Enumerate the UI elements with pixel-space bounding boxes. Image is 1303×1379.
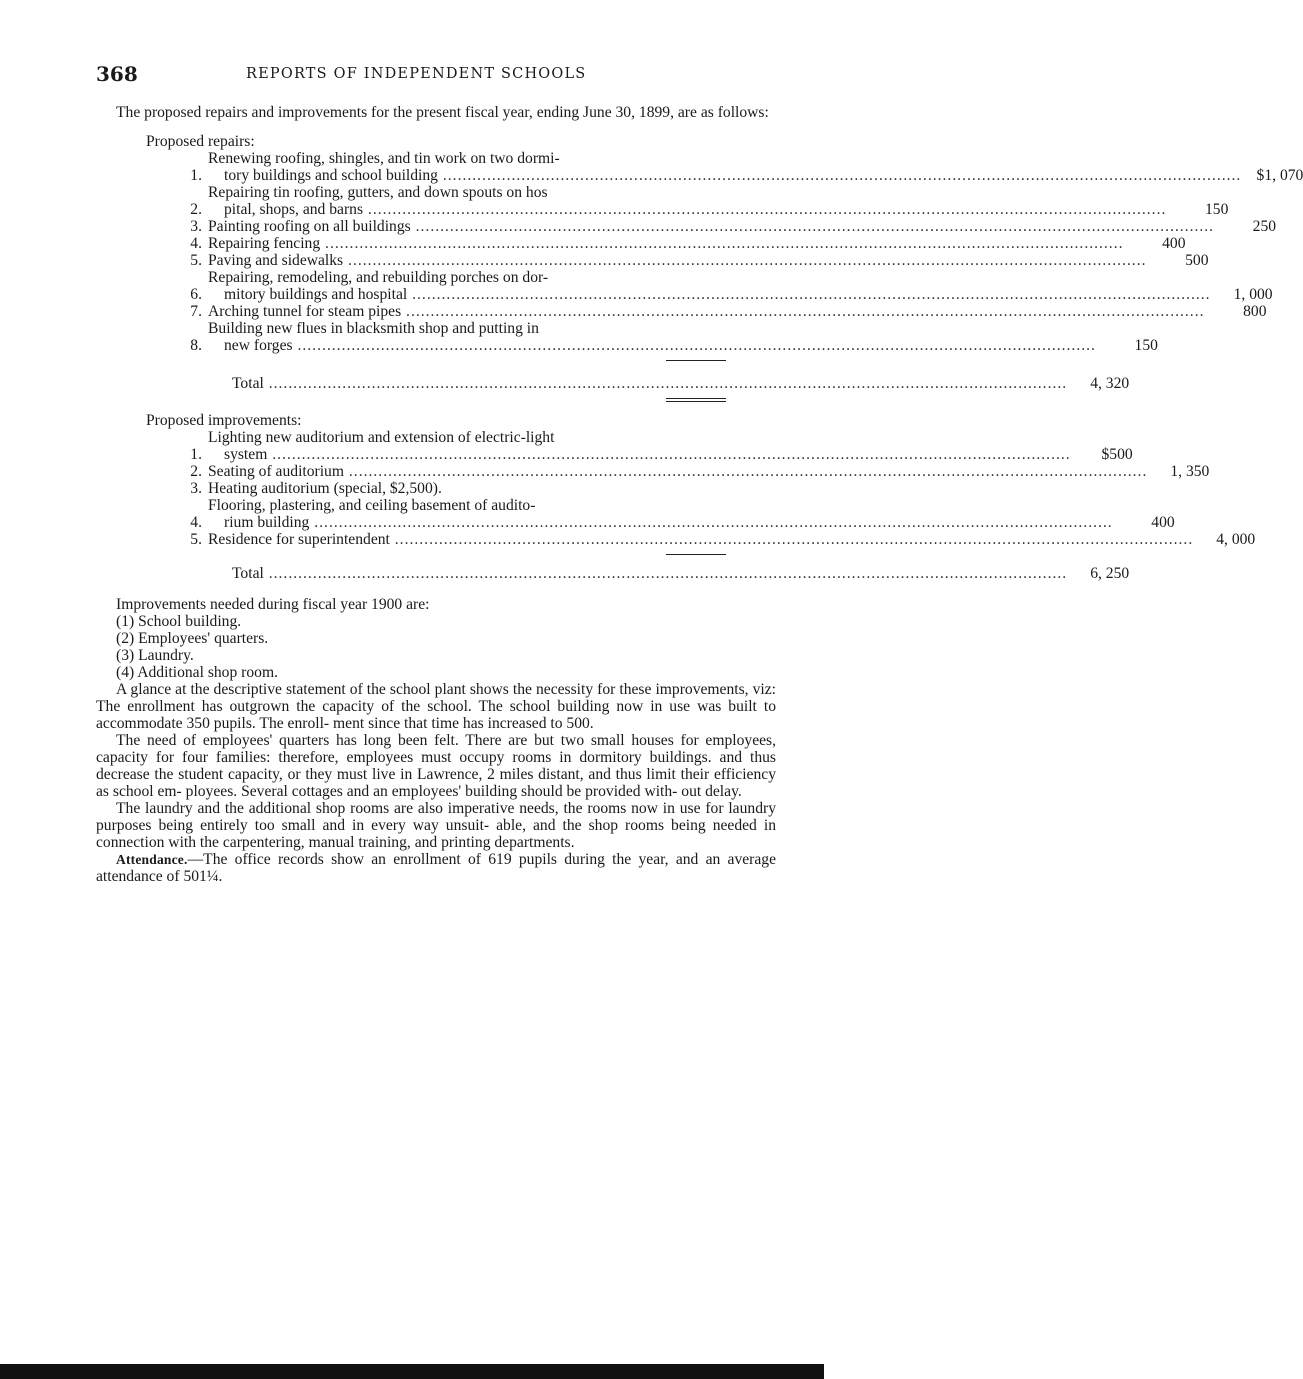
list-item <box>174 150 1303 184</box>
item-amount: 400 <box>1151 514 1175 531</box>
item-line: system ..... <box>224 446 1071 463</box>
list-item: (2) Employees' quarters. <box>116 630 269 647</box>
list-item <box>174 303 1267 320</box>
item-amount: 800 <box>1243 303 1267 320</box>
repairs-list <box>174 150 1303 354</box>
list-item <box>174 184 1229 218</box>
list-item <box>174 235 1186 252</box>
item-line: Flooring, plastering, and ceiling basement of audito- <box>208 497 536 514</box>
item-number: 6. <box>190 286 202 303</box>
item-number: 7. <box>190 303 202 320</box>
needed-intro: Improvements needed during fiscal year 1900 are: <box>116 596 430 613</box>
item-line: Renewing roofing, shingles, and tin work on two dormi- <box>208 150 560 167</box>
list-item <box>174 531 1256 548</box>
attendance-paragraph <box>96 851 776 885</box>
item-line: tory buildings and school building ..... <box>224 167 1241 184</box>
item-line: Arching tunnel for steam pipes ..... <box>208 303 1204 320</box>
total-label: Total ..... <box>232 375 1067 392</box>
item-amount: 500 <box>1185 252 1209 269</box>
repairs-title: Proposed repairs: <box>146 133 255 150</box>
list-item <box>174 463 1210 480</box>
item-number: 3. <box>190 218 202 235</box>
total-amount: 4, 320 <box>1090 375 1130 392</box>
item-line: Seating of auditorium ..... <box>208 463 1147 480</box>
item-line: Repairing, remodeling, and rebuilding porches on dor- <box>208 269 549 286</box>
total-amount: 6, 250 <box>1090 565 1130 582</box>
item-number: 2. <box>190 201 202 218</box>
paragraph: The need of employees' quarters has long been felt. There are but two small houses for employees, capacity for four families: therefore, employees must occupy rooms in dormitory buildings. and thus decrease the student capacity, or they must live in Lawrence, 2 miles distant, and thus limit their efficiency as school em- ployees. Several cottages and an employees' building should be provided with- out delay. <box>96 732 776 800</box>
attendance-text: —The office records show an enrollment of 619 pupils during the year, and an average attendance of 501¼. <box>96 851 776 885</box>
paragraph: The laundry and the additional shop rooms are also imperative needs, the rooms now in use for laundry purposes being entirely too small and in every way unsuit- able, and the shop rooms being needed in connection with the carpentering, manual training, and printing departments. <box>96 800 776 851</box>
item-line: Heating auditorium (special, $2,500). <box>208 480 442 497</box>
item-line: Repairing fencing ..... <box>208 235 1124 252</box>
list-item <box>174 429 1133 463</box>
running-head: REPORTS OF INDEPENDENT SCHOOLS <box>246 66 587 82</box>
item-amount: $1, 070 <box>1256 167 1303 184</box>
item-line: Residence for superintendent ..... <box>208 531 1193 548</box>
item-line: new forges ..... <box>224 337 1096 354</box>
scan-edge <box>0 1364 824 1379</box>
improvements-list <box>174 429 1256 548</box>
item-line: Repairing tin roofing, gutters, and down spouts on hos <box>208 184 548 201</box>
list-item: (3) Laundry. <box>116 647 194 664</box>
item-number: 1. <box>190 446 202 463</box>
list-item <box>174 252 1209 269</box>
repairs-total-row <box>232 375 1130 392</box>
total-rule <box>666 360 726 361</box>
item-amount: 150 <box>1204 201 1229 218</box>
item-amount: 250 <box>1252 218 1277 235</box>
improvements-total-row <box>232 565 1130 582</box>
body-text <box>96 104 1303 885</box>
item-amount: 1, 350 <box>1170 463 1210 480</box>
list-item <box>174 497 1175 531</box>
item-amount: $500 <box>1101 446 1133 463</box>
item-line: Lighting new auditorium and extension of electric-light <box>208 429 555 446</box>
paragraph: A glance at the descriptive statement of the school plant shows the necessity for these improvements, viz: The enrollment has outgrown the capacity of the school. The school building now in use was built to accommodate 350 pupils. The enroll- ment since that time has increased to 500. <box>96 681 776 732</box>
list-item <box>174 320 1158 354</box>
item-number: 4. <box>190 235 202 252</box>
total-rule <box>666 554 726 555</box>
double-rule <box>666 398 726 402</box>
item-line: Building new flues in blacksmith shop and putting in <box>208 320 539 337</box>
list-item <box>174 480 726 497</box>
attendance-label: Attendance. <box>116 852 188 867</box>
item-line: rium building ..... <box>224 514 1113 531</box>
item-line: mitory buildings and hospital ..... <box>224 286 1211 303</box>
item-number: 1. <box>190 167 202 184</box>
list-item <box>174 218 1277 235</box>
item-number: 5. <box>190 252 202 269</box>
item-amount: 400 <box>1162 235 1186 252</box>
item-line: Painting roofing on all buildings ..... <box>208 218 1214 235</box>
total-label: Total ..... <box>232 565 1067 582</box>
item-line: Paving and sidewalks ..... <box>208 252 1146 269</box>
item-amount: 1, 000 <box>1233 286 1273 303</box>
item-number: 8. <box>190 337 202 354</box>
list-item <box>174 269 1273 303</box>
item-number: 5. <box>190 531 202 548</box>
item-amount: 150 <box>1134 337 1158 354</box>
item-number: 2. <box>190 463 202 480</box>
list-item: (1) School building. <box>116 613 242 630</box>
item-amount: 4, 000 <box>1216 531 1256 548</box>
item-line: pital, shops, and barns ..... <box>224 201 1166 218</box>
intro-paragraph: The proposed repairs and improvements for the present fiscal year, ending June 30, 1899, are as follows: <box>116 104 769 121</box>
list-item: (4) Additional shop room. <box>116 664 278 681</box>
needed-list <box>116 613 776 681</box>
item-number: 3. <box>190 480 202 497</box>
page-number: 368 <box>96 62 138 86</box>
item-number: 4. <box>190 514 202 531</box>
improvements-title: Proposed improvements: <box>146 412 302 429</box>
